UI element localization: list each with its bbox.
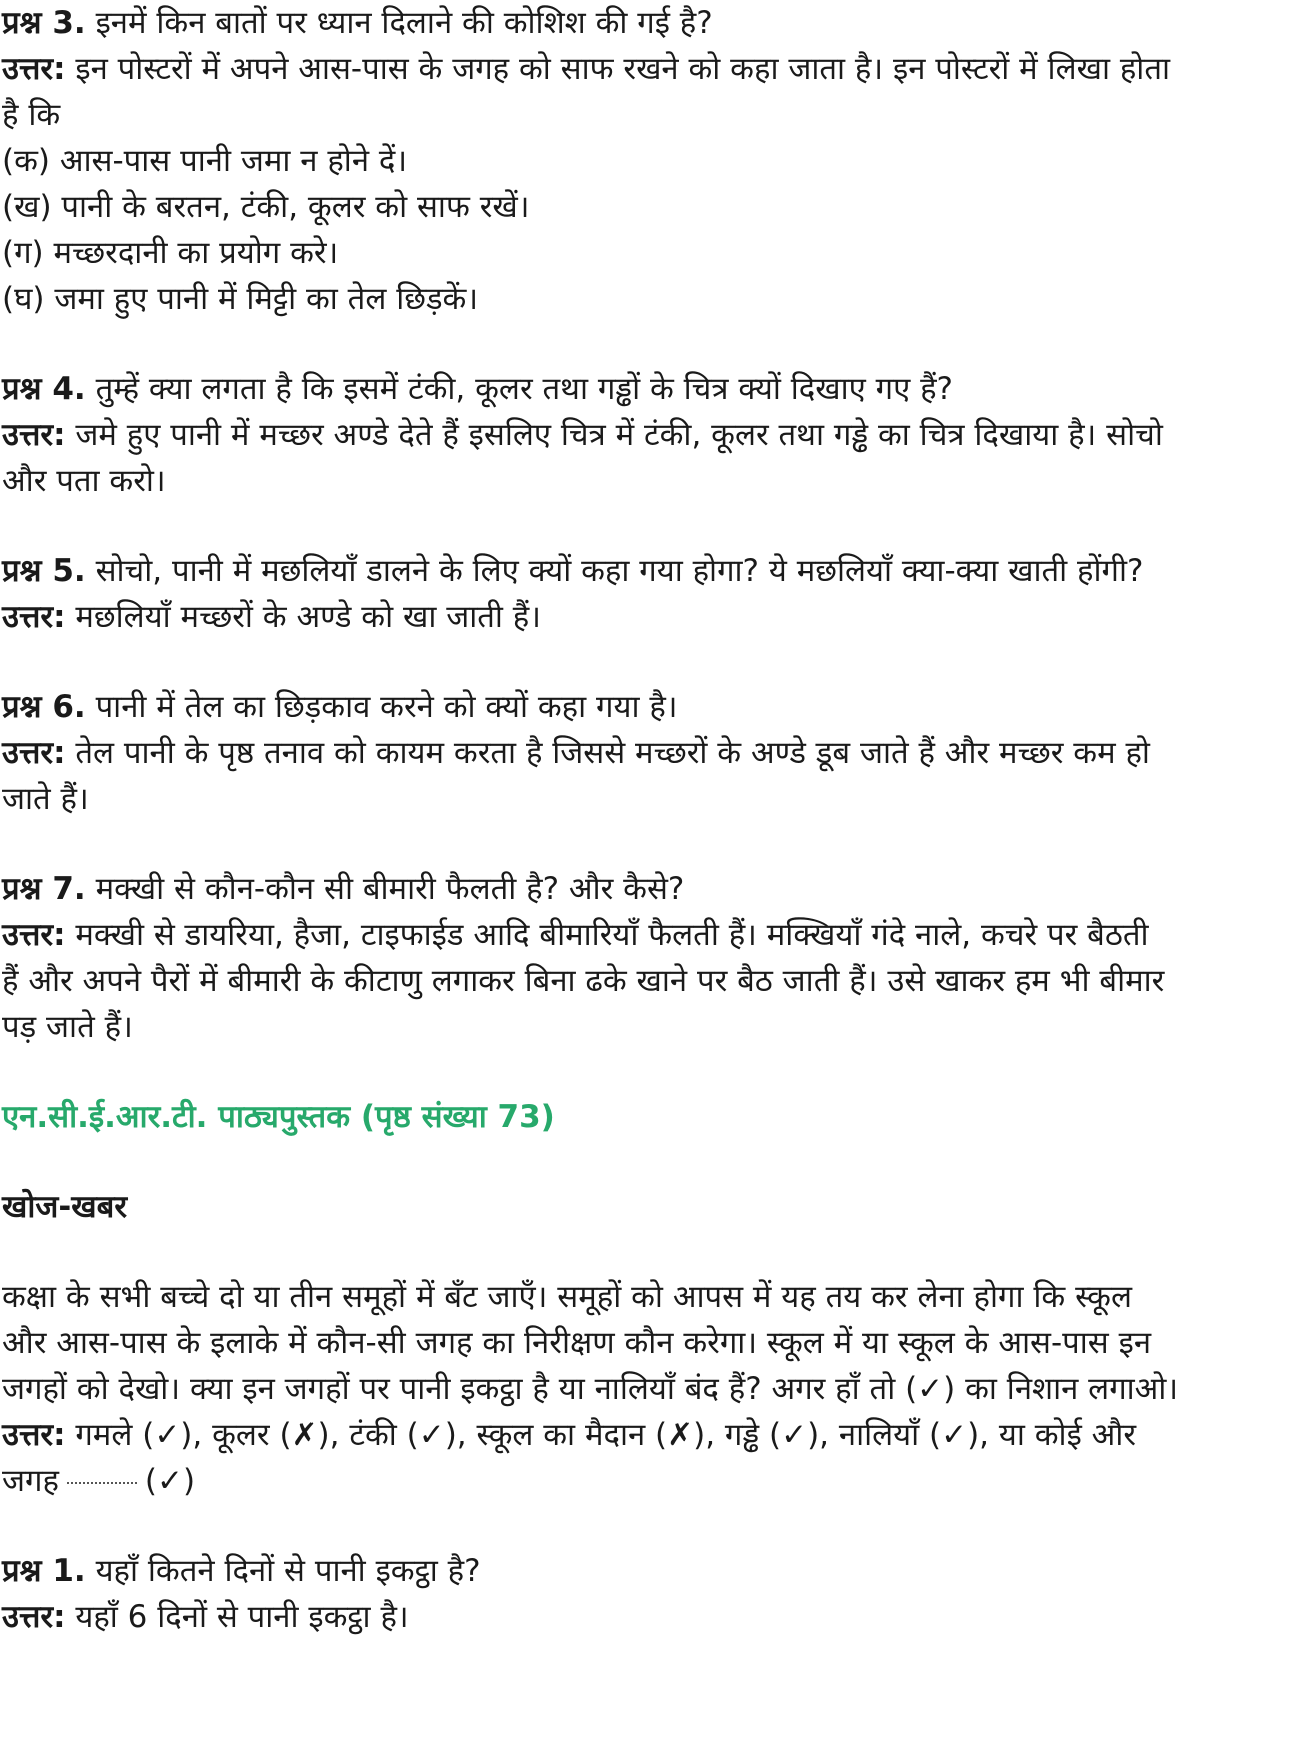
answer-label: उत्तर:: [2, 51, 66, 87]
answer-text: गमले (✓), कूलर (✗), टंकी (✓), स्कूल का मैदान (✗), गड्ढे (✓), नालियाँ (✓), या कोई और: [75, 1417, 1137, 1453]
question-label: प्रश्न 3.: [2, 5, 86, 41]
fill-in-blank: [67, 1482, 137, 1484]
question-text: यहाँ कितने दिनों से पानी इकट्ठा है?: [95, 1553, 481, 1589]
answer-text: मछलियाँ मच्छरों के अण्डे को खा जाती हैं।: [75, 599, 542, 635]
answer-text: जगह: [2, 1463, 59, 1499]
answer-6-line-2: जाते हैं।: [2, 781, 89, 817]
answer-text: जमे हुए पानी में मच्छर अण्डे देते हैं इसलिए चित्र में टंकी, कूलर तथा गड्ढे का चित्र दिखाया है। सोचो: [75, 417, 1163, 453]
question-label: प्रश्न 1.: [2, 1553, 86, 1589]
answer-text: इन पोस्टरों में अपने आस-पास के जगह को साफ रखने को कहा जाता है। इन पोस्टरों में लिखा होता: [75, 51, 1171, 87]
question-text: इनमें किन बातों पर ध्यान दिलाने की कोशिश की गई है?: [95, 5, 713, 41]
question-5: [2, 548, 1292, 594]
answer-1-line-1: [2, 1594, 1292, 1640]
question-6: [2, 684, 1292, 730]
answer-7-line-2: हैं और अपने पैरों में बीमारी के कीटाणु लगाकर बिना ढके खाने पर बैठ जाती हैं। उसे खाकर हम भी बीमार: [2, 963, 1165, 999]
answer-mark: (✓): [144, 1463, 196, 1499]
section-heading: एन.सी.ई.आर.टी. पाठ्यपुस्तक (पृष्ठ संख्या 73): [2, 1099, 555, 1135]
question-label: प्रश्न 4.: [2, 371, 86, 407]
question-text: पानी में तेल का छिड़काव करने को क्यों कहा गया है।: [95, 689, 678, 725]
question-4: [2, 366, 1292, 412]
question-label: प्रश्न 6.: [2, 689, 86, 725]
answer-3-item-3: (ग) मच्छरदानी का प्रयोग करे।: [2, 235, 339, 271]
section-paragraph-line-2: और आस-पास के इलाके में कौन-सी जगह का निरीक्षण कौन करेगा। स्कूल में या स्कूल के आस-पास इन: [2, 1325, 1152, 1361]
question-text: तुम्हें क्या लगता है कि इसमें टंकी, कूलर तथा गड्ढों के चित्र क्यों दिखाए गए हैं?: [95, 371, 954, 407]
answer-6-line-1: [2, 730, 1292, 776]
question-3: [2, 0, 1292, 46]
question-label: प्रश्न 5.: [2, 553, 86, 589]
answer-text: मक्खी से डायरिया, हैजा, टाइफाईड आदि बीमारियाँ फैलती हैं। मक्खियाँ गंदे नाले, कचरे पर बैठती: [75, 917, 1149, 953]
answer-3-item-4: (घ) जमा हुए पानी में मिट्टी का तेल छिड़कें।: [2, 281, 479, 317]
answer-7-line-3: पड़ जाते हैं।: [2, 1009, 133, 1045]
section-subheading: खोज-खबर: [2, 1189, 127, 1225]
question-text: मक्खी से कौन-कौन सी बीमारी फैलती है? और कैसे?: [95, 871, 685, 907]
answer-4-line-2: और पता करो।: [2, 463, 166, 499]
answer-4-line-1: [2, 412, 1292, 458]
answer-text: यहाँ 6 दिनों से पानी इकट्ठा है।: [75, 1599, 409, 1635]
section-paragraph-line-1: कक्षा के सभी बच्चे दो या तीन समूहों में बँट जाएँ। समूहों को आपस में यह तय कर लेना होगा कि स्कूल: [2, 1279, 1132, 1315]
question-1: [2, 1548, 1292, 1594]
answer-text: तेल पानी के पृष्ठ तनाव को कायम करता है जिससे मच्छरों के अण्डे डूब जाते हैं और मच्छर कम हो: [75, 735, 1150, 771]
answer-label: उत्तर:: [2, 417, 66, 453]
answer-3-item-2: (ख) पानी के बरतन, टंकी, कूलर को साफ रखें।: [2, 189, 530, 225]
question-7: [2, 866, 1292, 912]
answer-3-item-1: (क) आस-पास पानी जमा न होने दें।: [2, 143, 408, 179]
answer-label: उत्तर:: [2, 735, 66, 771]
section-paragraph-line-3: जगहों को देखो। क्या इन जगहों पर पानी इकट्ठा है या नालियाँ बंद हैं? अगर हाँ तो (✓) का निशान लगाओ।: [2, 1371, 1179, 1407]
answer-label: उत्तर:: [2, 599, 66, 635]
answer-3-line-2: है कि: [2, 97, 61, 133]
section-answer-line-1: [2, 1412, 1292, 1458]
answer-5-line-1: [2, 594, 1292, 640]
answer-label: उत्तर:: [2, 1599, 66, 1635]
question-label: प्रश्न 7.: [2, 871, 86, 907]
answer-3-line-1: [2, 46, 1292, 92]
section-answer-line-2: [2, 1458, 1292, 1504]
answer-label: उत्तर:: [2, 917, 66, 953]
answer-label: उत्तर:: [2, 1417, 66, 1453]
question-text: सोचो, पानी में मछलियाँ डालने के लिए क्यों कहा गया होगा? ये मछलियाँ क्या-क्या खाती होंगी?: [95, 553, 1144, 589]
answer-7-line-1: [2, 912, 1292, 958]
